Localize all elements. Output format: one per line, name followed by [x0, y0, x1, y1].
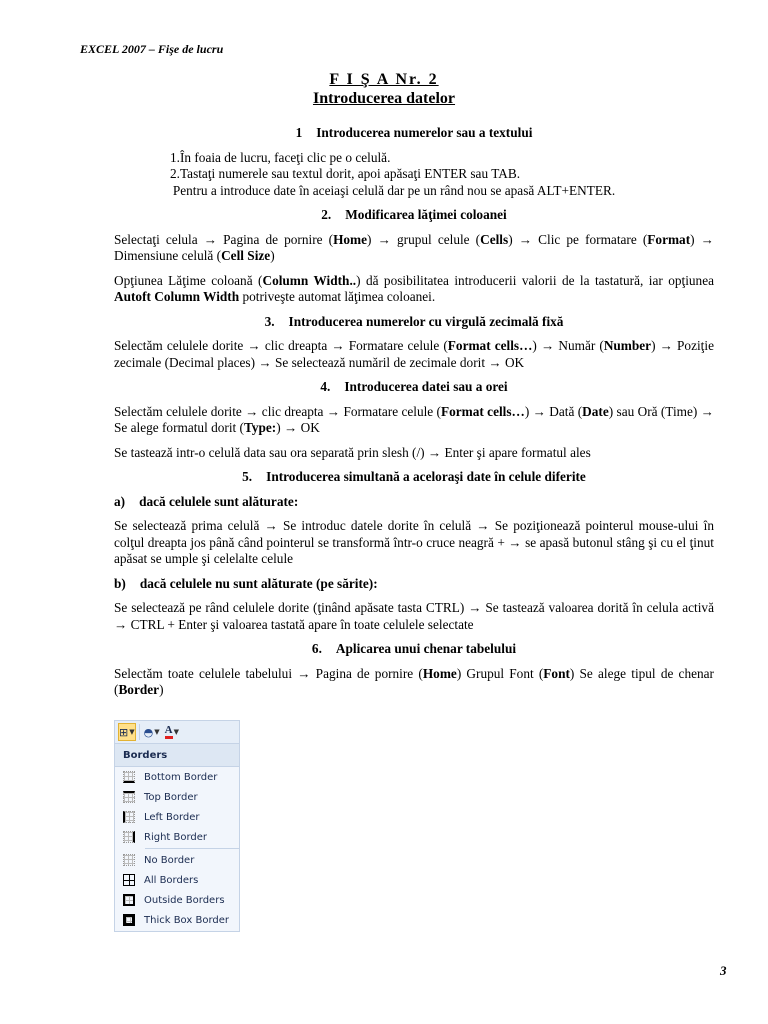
section-5b-label: b) [114, 575, 126, 591]
fill-color-button[interactable] [143, 723, 161, 741]
left-border-icon [122, 810, 136, 824]
text-run: ) → Dimensiune celulă ( [114, 231, 714, 263]
chevron-down-icon: ▼ [154, 728, 160, 736]
section-5-title: Introducerea simultană a aceloraşi date în celule diferite [266, 469, 586, 484]
text-run: ) → Poziţie zecimale (Decimal places) → Se selectează număril de zecimale dorit → OK [114, 338, 714, 370]
section-5a-label: a) [114, 493, 126, 509]
section-5b-text: Se selectează pe rând celulele dorite (ţinând apăsate tasta CTRL) → Se tastează valoarea dorită în celula activă → CTRL + Enter şi valoarea tastată apare în toate celulele selectate [114, 600, 714, 632]
section-2-paragraph-2 [114, 273, 714, 306]
font-color-button[interactable] [164, 723, 180, 741]
text-bold: Date [582, 403, 609, 419]
text-run: ) dă posibilitatea introducerii valorii de la tastatură, iar opţiunea [356, 272, 714, 288]
thick-box-border-icon [122, 913, 136, 927]
section-6-paragraph [114, 666, 714, 699]
menu-item-label: Top Border [144, 791, 198, 803]
menu-item-label: All Borders [144, 874, 199, 886]
title-line-1: F I Ş A Nr. 2 [329, 71, 439, 88]
section-4-title: Introducerea datei sau a orei [344, 379, 508, 394]
borders-menu-heading: Borders [115, 744, 239, 767]
section-1-item-2: 2.Tastaţi numerele sau textul dorit, apoi apăsaţi ENTER sau TAB. [170, 166, 521, 181]
menu-item-label: Thick Box Border [144, 914, 229, 926]
section-2-title: Modificarea lăţimei coloanei [345, 207, 507, 222]
menu-item-left-border[interactable] [115, 807, 239, 827]
text-bold: Font [543, 665, 570, 681]
menu-item-all-borders[interactable] [115, 870, 239, 890]
text-bold: Type: [243, 420, 277, 435]
text-bold: Column Width.. [262, 272, 357, 288]
section-4-paragraph-1 [114, 404, 714, 437]
font-color-icon: A [165, 725, 173, 739]
text-run: ) → OK [276, 420, 320, 435]
section-3-paragraph [114, 338, 714, 371]
text-run: Selectăm toate celulele tabelului → Pagina de pornire ( [114, 665, 423, 681]
section-3-number: 3. [264, 313, 275, 329]
section-5a-text: Se selectează prima celulă → Se introduc datele dorite în celulă → Se poziţionează pointerul mouse-ului în colţul dreapta jos până când pointerul se transformă într-o cruce neagră + → se apasă butonul stâng şi cu el ţinut apăsat se umple şi celelalte celule [114, 518, 714, 566]
text-bold: Border [118, 682, 160, 697]
section-1-note: Pentru a introduce date în aceiaşi celulă dar pe un rând nou se apasă ALT+ENTER. [172, 182, 616, 198]
top-border-icon [122, 790, 136, 804]
section-2-paragraph-1 [114, 232, 714, 265]
menu-item-bottom-border[interactable] [115, 767, 239, 787]
borders-button[interactable] [118, 723, 136, 741]
borders-menu-list [115, 767, 239, 930]
text-run: ) [159, 682, 164, 697]
text-bold: Cell Size [221, 248, 271, 263]
section-3-heading [114, 314, 714, 331]
right-border-icon [122, 830, 136, 844]
outside-borders-icon [122, 893, 136, 907]
menu-item-label: Left Border [144, 811, 200, 823]
text-bold: Autoft Column Width [114, 289, 240, 304]
toolbar-separator [139, 724, 140, 740]
menu-item-outside-borders[interactable] [115, 890, 239, 910]
menu-item-top-border[interactable] [115, 787, 239, 807]
text-run: Selectăm celulele dorite → clic dreapta → Formatare celule ( [114, 338, 448, 353]
section-5b-heading [114, 576, 714, 593]
document-title [0, 70, 768, 108]
section-2-heading [114, 207, 714, 224]
menu-item-label: Bottom Border [144, 771, 218, 783]
menu-item-label: No Border [144, 854, 195, 866]
section-6-number: 6. [311, 641, 322, 656]
no-border-icon [122, 853, 136, 867]
section-5a-title: dacă celulele sunt alăturate: [139, 493, 299, 509]
menu-item-no-border[interactable] [115, 850, 239, 870]
section-5b-title: dacă celulele nu sunt alăturate (pe sărite): [139, 575, 378, 591]
title-line-2: Introducerea datelor [312, 90, 456, 107]
text-bold: Format cells… [440, 403, 525, 419]
text-bold: Home [422, 665, 457, 681]
text-run: Selectaţi celula → Pagina de pornire ( [114, 231, 334, 247]
menu-item-label: Outside Borders [144, 894, 225, 906]
text-run: ) sau Oră (Time) → Se alege formatul dorit ( [114, 403, 714, 435]
page-number: 3 [720, 963, 727, 978]
menu-item-thick-box-border[interactable] [115, 910, 239, 930]
section-1-item-1: 1.În foaia de lucru, faceţi clic pe o celulă. [170, 149, 391, 165]
section-1-title: Introducerea numerelor sau a textului [316, 125, 533, 140]
text-run: potriveşte automat lăţimea coloanei. [239, 289, 436, 304]
text-run: ) [270, 248, 275, 263]
text-run: ) → Clic pe formatare ( [508, 231, 648, 247]
all-borders-icon [122, 873, 136, 887]
text-run: ) → grupul celule ( [367, 231, 481, 247]
section-6-heading [114, 641, 714, 658]
ribbon-toolbar [115, 721, 239, 744]
bottom-border-icon [122, 770, 136, 784]
menu-separator [145, 848, 239, 849]
chevron-down-icon: ▼ [173, 728, 179, 736]
borders-dropdown-screenshot [114, 720, 240, 932]
chevron-down-icon: ▼ [129, 728, 135, 736]
text-run: ) Grupul Font ( [456, 665, 544, 681]
section-5-number: 5. [242, 469, 253, 484]
text-bold: Cells [480, 231, 509, 247]
section-4-heading [114, 379, 714, 396]
text-run: Selectăm celulele dorite → clic dreapta → Formatare celule ( [114, 403, 441, 419]
text-bold: Format cells… [447, 338, 533, 353]
page-header: EXCEL 2007 – Fişe de lucru [80, 42, 224, 56]
paint-bucket-icon: ◓ [143, 725, 154, 739]
text-bold: Number [603, 338, 652, 353]
section-5-heading [114, 469, 714, 486]
section-3-title: Introducerea numerelor cu virgulă zecimală fixă [288, 313, 564, 329]
text-bold: Home [333, 231, 368, 247]
content [114, 124, 714, 699]
text-run: ) → Dată ( [524, 403, 583, 419]
section-4-number: 4. [320, 379, 331, 394]
section-1-number: 1 [295, 125, 303, 140]
section-1-heading [114, 125, 714, 142]
text-run: ) → Număr ( [532, 338, 604, 353]
section-4-paragraph-2: Se tastează intr-o celulă data sau ora separată prin slesh (/) → Enter şi apare formatul ales [114, 444, 591, 460]
text-run: ) Se alege tipul de chenar ( [114, 665, 714, 697]
section-1-list [114, 150, 714, 183]
text-run: Opţiunea Lăţime coloană ( [114, 272, 263, 288]
menu-item-label: Right Border [144, 831, 208, 843]
section-5a-heading [114, 494, 714, 511]
border-grid-icon: ⊞ [119, 725, 129, 739]
section-6-title: Aplicarea unui chenar tabelului [335, 641, 517, 656]
section-2-number: 2. [321, 207, 332, 222]
menu-item-right-border[interactable] [115, 827, 239, 847]
text-bold: Format [647, 231, 691, 247]
